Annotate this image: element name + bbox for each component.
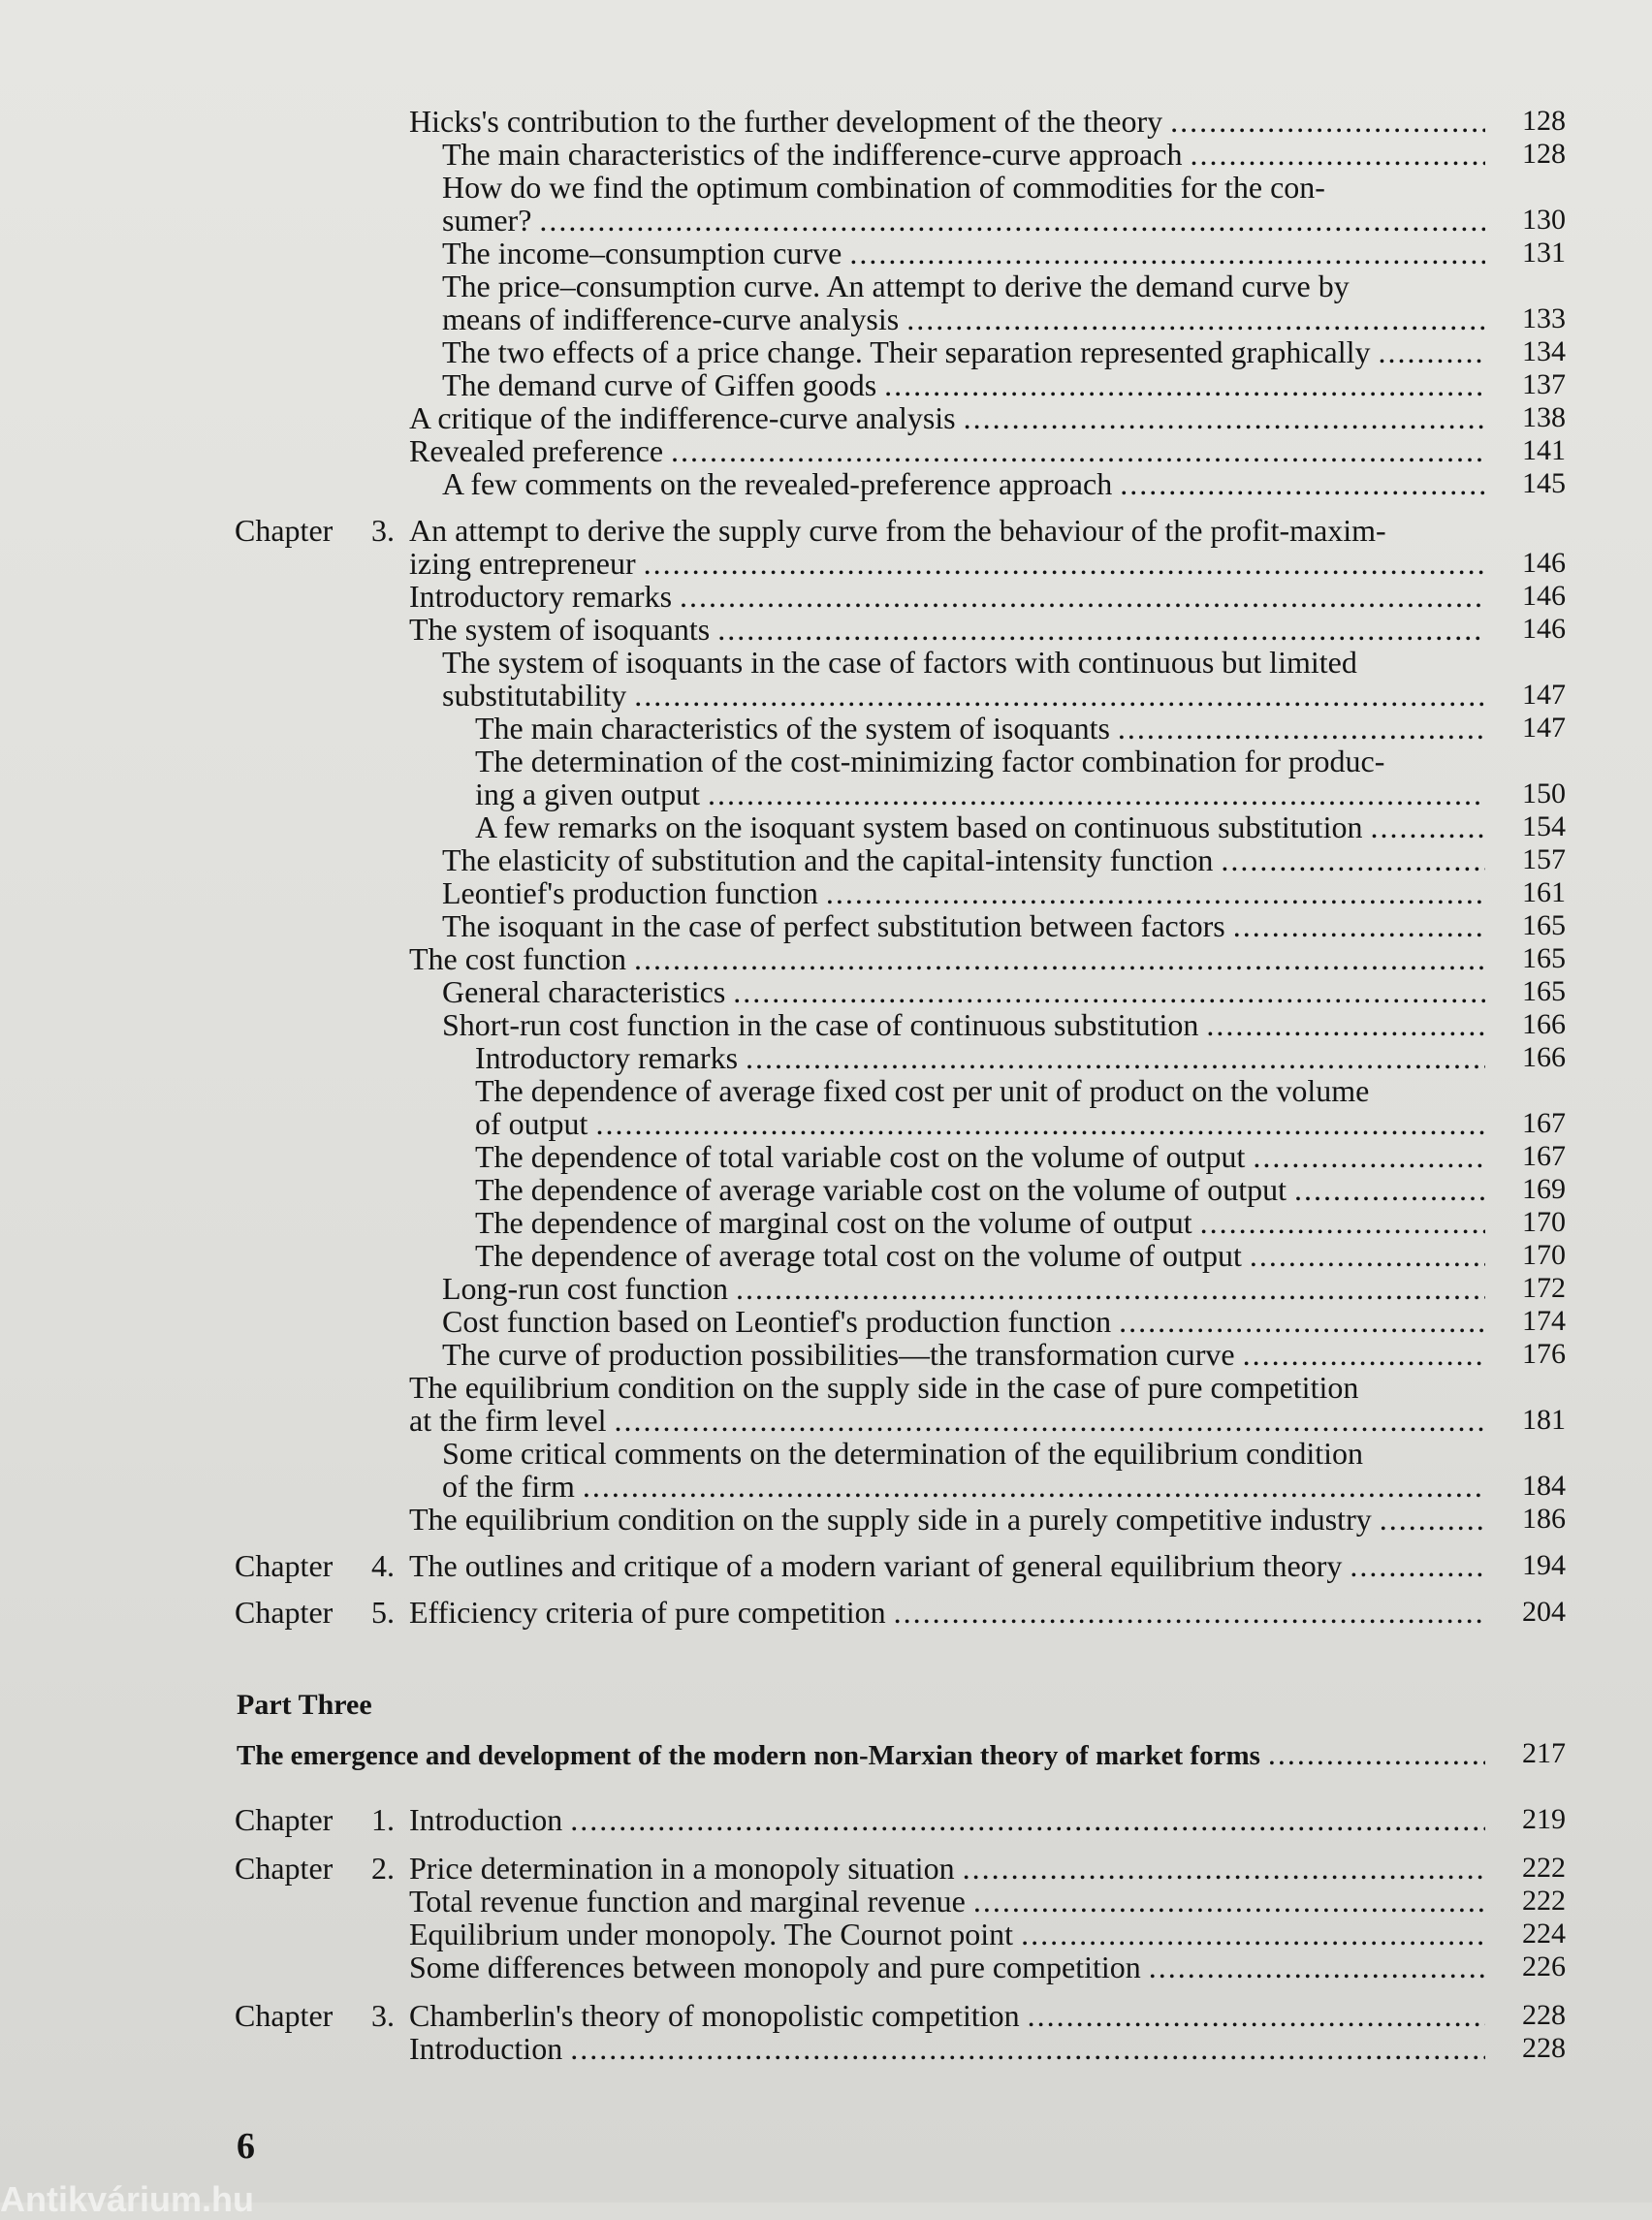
chapter-number: 5. bbox=[371, 1595, 395, 1630]
entry-title: How do we find the optimum combination of commodities for the con- bbox=[442, 170, 1325, 205]
toc-entry-line bbox=[409, 1918, 1493, 1950]
leader-dots bbox=[644, 547, 1485, 580]
chapter-label: Chapter bbox=[235, 1998, 334, 2033]
leader-dots bbox=[1190, 138, 1485, 171]
toc-entry-line bbox=[442, 975, 1493, 1008]
entry-page-number: 146 bbox=[1522, 580, 1566, 612]
chapter-number: 3. bbox=[371, 1998, 395, 2033]
entry-page-number: 128 bbox=[1522, 105, 1566, 137]
entry-page-number: 146 bbox=[1522, 613, 1566, 645]
entry-title: Chamberlin's theory of monopolistic competition bbox=[409, 1998, 1020, 2033]
leader-dots bbox=[539, 204, 1485, 237]
leader-dots bbox=[671, 434, 1485, 467]
toc-entry-line bbox=[409, 2032, 1493, 2065]
entry-page-number: 134 bbox=[1522, 335, 1566, 367]
entry-page-number: 194 bbox=[1522, 1549, 1566, 1581]
toc-entry-line bbox=[475, 1140, 1493, 1173]
chapter-number: 1. bbox=[371, 1802, 395, 1837]
entry-title: The isoquant in the case of perfect substitution between factors bbox=[442, 908, 1225, 943]
leader-dots bbox=[634, 679, 1485, 712]
entry-page-number: 145 bbox=[1522, 467, 1566, 499]
entry-title: The determination of the cost-minimizing factor combination for produc- bbox=[475, 744, 1385, 778]
entry-title: at the firm level bbox=[409, 1403, 607, 1438]
chapter-label: Chapter bbox=[235, 513, 334, 548]
toc-entry-line bbox=[409, 1950, 1493, 1983]
toc-entry-line bbox=[409, 1999, 1493, 2032]
entry-page-number: 138 bbox=[1522, 401, 1566, 433]
entry-title: Total revenue function and marginal revenue bbox=[409, 1884, 966, 1919]
entry-page-number: 181 bbox=[1522, 1404, 1566, 1436]
toc-entry-line bbox=[475, 1107, 1493, 1140]
entry-page-number: 186 bbox=[1522, 1503, 1566, 1535]
leader-dots bbox=[1378, 335, 1485, 368]
entry-page-number: 222 bbox=[1522, 1885, 1566, 1917]
entry-title: The system of isoquants in the case of factors with continuous but limited bbox=[442, 645, 1357, 680]
entry-title: General characteristics bbox=[442, 974, 726, 1009]
toc-entry-line bbox=[442, 204, 1493, 237]
entry-page-number: 228 bbox=[1522, 2032, 1566, 2064]
chapter-number: 3. bbox=[371, 513, 395, 548]
toc-entry-line bbox=[442, 237, 1493, 270]
toc-entry-line bbox=[442, 335, 1493, 368]
entry-page-number: 167 bbox=[1522, 1107, 1566, 1139]
entry-title: The dependence of marginal cost on the volume of output bbox=[475, 1205, 1192, 1240]
chapter-label: Chapter bbox=[235, 1851, 334, 1886]
entry-title: Efficiency criteria of pure competition bbox=[409, 1595, 886, 1630]
entry-page-number: 165 bbox=[1522, 975, 1566, 1007]
entry-title: A critique of the indifference-curve analysis bbox=[409, 400, 956, 435]
chapter-label: Chapter bbox=[235, 1548, 334, 1583]
part-page-number: 217 bbox=[1522, 1737, 1566, 1769]
toc-entry-line-wrapped bbox=[409, 514, 1493, 547]
toc-entry-line bbox=[442, 1470, 1493, 1503]
leader-dots bbox=[963, 1852, 1485, 1885]
entry-title: izing entrepreneur bbox=[409, 546, 636, 581]
entry-title: The equilibrium condition on the supply side in a purely competitive industry bbox=[409, 1502, 1372, 1537]
watermark: Antikvárium.hu bbox=[0, 2179, 255, 2219]
chapter-label: Chapter bbox=[235, 1595, 334, 1630]
entry-title: The main characteristics of the system of isoquants bbox=[475, 711, 1110, 745]
entry-page-number: 165 bbox=[1522, 942, 1566, 974]
part-label: Part Three bbox=[237, 1689, 372, 1721]
entry-title: Leontief's production function bbox=[442, 875, 818, 910]
leader-dots bbox=[1380, 1503, 1485, 1536]
entry-title: Short-run cost function in the case of continuous substitution bbox=[442, 1007, 1199, 1042]
toc-entry-line-wrapped bbox=[409, 1371, 1493, 1404]
toc-entry-line bbox=[442, 467, 1493, 500]
leader-dots bbox=[733, 975, 1485, 1008]
toc-entry-line bbox=[475, 810, 1493, 843]
entry-page-number: 133 bbox=[1522, 302, 1566, 334]
leader-dots bbox=[826, 876, 1485, 909]
entry-title: Cost function based on Leontief's production function bbox=[442, 1304, 1112, 1339]
leader-dots bbox=[708, 777, 1485, 810]
leader-dots bbox=[634, 942, 1485, 975]
entry-title: The price–consumption curve. An attempt to derive the demand curve by bbox=[442, 269, 1350, 303]
entry-page-number: 147 bbox=[1522, 712, 1566, 744]
leader-dots bbox=[570, 2032, 1485, 2065]
entry-title: Price determination in a monopoly situation bbox=[409, 1851, 955, 1886]
leader-dots bbox=[1243, 1338, 1485, 1371]
entry-page-number: 141 bbox=[1522, 434, 1566, 466]
leader-dots bbox=[1028, 1999, 1485, 2032]
entry-title: The cost function bbox=[409, 941, 626, 976]
entry-title: means of indifference-curve analysis bbox=[442, 301, 900, 336]
leader-dots bbox=[1200, 1206, 1485, 1239]
entry-title: An attempt to derive the supply curve from the behaviour of the profit-maxim- bbox=[409, 513, 1386, 548]
leader-dots bbox=[1120, 467, 1485, 500]
toc-entry-line bbox=[409, 105, 1493, 138]
toc-entry-line bbox=[409, 1404, 1493, 1437]
entry-title: The two effects of a price change. Their separation represented graphically bbox=[442, 334, 1371, 369]
entry-title: The income–consumption curve bbox=[442, 236, 842, 270]
toc-entry-line-wrapped bbox=[442, 270, 1493, 302]
toc-entry-line bbox=[409, 1596, 1493, 1629]
leader-dots bbox=[1149, 1950, 1485, 1983]
leader-dots bbox=[964, 401, 1485, 434]
toc-entry-line bbox=[442, 679, 1493, 712]
entry-page-number: 170 bbox=[1522, 1239, 1566, 1271]
entry-page-number: 147 bbox=[1522, 679, 1566, 711]
entry-title: Some critical comments on the determination of the equilibrium condition bbox=[442, 1436, 1363, 1471]
entry-title: The main characteristics of the indifference-curve approach bbox=[442, 137, 1183, 172]
leader-dots bbox=[570, 1803, 1485, 1836]
entry-title: Hicks's contribution to the further development of the theory bbox=[409, 104, 1163, 139]
leader-dots bbox=[1253, 1140, 1485, 1173]
entry-title: The elasticity of substitution and the capital-intensity function bbox=[442, 842, 1214, 877]
entry-title: Introduction bbox=[409, 2031, 563, 2066]
entry-title: of the firm bbox=[442, 1469, 575, 1504]
chapter-number: 4. bbox=[371, 1548, 395, 1583]
leader-dots bbox=[1119, 1305, 1485, 1338]
entry-page-number: 204 bbox=[1522, 1596, 1566, 1628]
toc-entry-line bbox=[475, 777, 1493, 810]
chapter-label: Chapter bbox=[235, 1802, 334, 1837]
entry-page-number: 184 bbox=[1522, 1470, 1566, 1502]
leader-dots bbox=[1118, 712, 1485, 745]
entry-page-number: 137 bbox=[1522, 368, 1566, 400]
toc-entry-line bbox=[442, 1305, 1493, 1338]
toc-entry-line bbox=[409, 1549, 1493, 1582]
toc-entry-line bbox=[409, 942, 1493, 975]
entry-title: The dependence of average fixed cost per unit of product on the volume bbox=[475, 1073, 1370, 1108]
leader-dots bbox=[1294, 1173, 1485, 1206]
entry-page-number: 167 bbox=[1522, 1140, 1566, 1172]
entry-page-number: 174 bbox=[1522, 1305, 1566, 1337]
entry-title: Revealed preference bbox=[409, 433, 664, 468]
page-number: 6 bbox=[237, 2126, 255, 2167]
leader-dots bbox=[1370, 810, 1485, 843]
leader-dots bbox=[1021, 1918, 1485, 1950]
toc-entry-line bbox=[409, 1503, 1493, 1536]
leader-dots bbox=[614, 1404, 1485, 1437]
entry-title: Introductory remarks bbox=[475, 1040, 739, 1075]
toc-entry-line-wrapped bbox=[475, 745, 1493, 777]
leader-dots bbox=[973, 1885, 1485, 1918]
entry-title: The demand curve of Giffen goods bbox=[442, 367, 877, 402]
toc-entry-line-wrapped bbox=[442, 646, 1493, 679]
entry-title: Introduction bbox=[409, 1802, 563, 1837]
leader-dots bbox=[595, 1107, 1485, 1140]
toc-entry-line bbox=[442, 1272, 1493, 1305]
toc-entry-line bbox=[442, 138, 1493, 171]
toc-entry-line bbox=[475, 712, 1493, 745]
toc-entry-line bbox=[442, 368, 1493, 401]
leader-dots bbox=[717, 613, 1485, 646]
toc-entry-line-wrapped bbox=[442, 1437, 1493, 1470]
leader-dots bbox=[1250, 1239, 1485, 1272]
entry-page-number: 166 bbox=[1522, 1041, 1566, 1073]
entry-page-number: 157 bbox=[1522, 843, 1566, 875]
entry-title: Long-run cost function bbox=[442, 1271, 729, 1306]
entry-title: The dependence of average total cost on the volume of output bbox=[475, 1238, 1242, 1273]
entry-title: The dependence of average variable cost on the volume of output bbox=[475, 1172, 1287, 1207]
entry-page-number: 228 bbox=[1522, 1999, 1566, 2031]
leader-dots bbox=[680, 580, 1485, 613]
part-title-line bbox=[237, 1737, 1493, 1772]
entry-page-number: 224 bbox=[1522, 1918, 1566, 1950]
entry-title: ing a given output bbox=[475, 777, 700, 811]
toc-entry-line-wrapped bbox=[442, 171, 1493, 204]
entry-page-number: 130 bbox=[1522, 204, 1566, 236]
entry-page-number: 169 bbox=[1522, 1173, 1566, 1205]
toc-entry-line bbox=[442, 302, 1493, 335]
entry-page-number: 131 bbox=[1522, 237, 1566, 269]
toc-entry-line bbox=[442, 1338, 1493, 1371]
entry-title: The dependence of total variable cost on the volume of output bbox=[475, 1139, 1246, 1174]
entry-title: sumer? bbox=[442, 203, 532, 238]
entry-title: A few remarks on the isoquant system based on continuous substitution bbox=[475, 809, 1363, 844]
entry-page-number: 226 bbox=[1522, 1950, 1566, 1982]
entry-title: substitutability bbox=[442, 678, 627, 713]
entry-title: The curve of production possibilities—the transformation curve bbox=[442, 1337, 1235, 1372]
leader-dots bbox=[884, 368, 1485, 401]
entry-page-number: 150 bbox=[1522, 777, 1566, 809]
entry-title: The equilibrium condition on the supply side in the case of pure competition bbox=[409, 1370, 1359, 1405]
entry-title: Equilibrium under monopoly. The Cournot point bbox=[409, 1917, 1014, 1951]
entry-page-number: 154 bbox=[1522, 810, 1566, 842]
toc-entry-line bbox=[442, 909, 1493, 942]
toc-entry-line bbox=[475, 1041, 1493, 1074]
toc-entry-line bbox=[409, 1852, 1493, 1885]
entry-title: Introductory remarks bbox=[409, 579, 673, 614]
toc-entry-line bbox=[409, 1885, 1493, 1918]
leader-dots bbox=[1268, 1737, 1485, 1770]
toc-entry-line bbox=[409, 580, 1493, 613]
toc-entry-line-wrapped bbox=[475, 1074, 1493, 1107]
toc-entry-line bbox=[475, 1173, 1493, 1206]
toc-entry-line bbox=[409, 613, 1493, 646]
entry-page-number: 165 bbox=[1522, 909, 1566, 941]
leader-dots bbox=[894, 1596, 1485, 1629]
entry-page-number: 170 bbox=[1522, 1206, 1566, 1238]
leader-dots bbox=[583, 1470, 1485, 1503]
chapter-number: 2. bbox=[371, 1851, 395, 1886]
entry-page-number: 166 bbox=[1522, 1008, 1566, 1040]
leader-dots bbox=[1206, 1008, 1485, 1041]
leader-dots bbox=[736, 1272, 1485, 1305]
leader-dots bbox=[849, 237, 1485, 270]
part-title: The emergence and development of the modern non-Marxian theory of market forms bbox=[237, 1740, 1260, 1771]
leader-dots bbox=[906, 302, 1485, 335]
toc-entry-line bbox=[409, 434, 1493, 467]
toc-entry-line bbox=[442, 876, 1493, 909]
entry-page-number: 161 bbox=[1522, 876, 1566, 908]
entry-page-number: 219 bbox=[1522, 1803, 1566, 1835]
leader-dots bbox=[746, 1041, 1485, 1074]
toc-entry-line bbox=[409, 1803, 1493, 1836]
entry-page-number: 146 bbox=[1522, 547, 1566, 579]
entry-page-number: 128 bbox=[1522, 138, 1566, 170]
toc-entry-line bbox=[409, 401, 1493, 434]
leader-dots bbox=[1221, 843, 1485, 876]
leader-dots bbox=[1233, 909, 1485, 942]
entry-page-number: 172 bbox=[1522, 1272, 1566, 1304]
entry-title: A few comments on the revealed-preference approach bbox=[442, 466, 1113, 501]
entry-title: The outlines and critique of a modern variant of general equilibrium theory bbox=[409, 1548, 1343, 1583]
toc-entry-line bbox=[442, 843, 1493, 876]
entry-title: The system of isoquants bbox=[409, 612, 711, 647]
leader-dots bbox=[1170, 105, 1485, 138]
leader-dots bbox=[1350, 1549, 1485, 1582]
entry-title: Some differences between monopoly and pure competition bbox=[409, 1950, 1141, 1984]
toc-entry-line bbox=[475, 1206, 1493, 1239]
entry-page-number: 222 bbox=[1522, 1852, 1566, 1884]
entry-page-number: 176 bbox=[1522, 1338, 1566, 1370]
toc-entry-line bbox=[409, 547, 1493, 580]
toc-entry-line bbox=[442, 1008, 1493, 1041]
toc-entry-line bbox=[475, 1239, 1493, 1272]
entry-title: of output bbox=[475, 1106, 588, 1141]
